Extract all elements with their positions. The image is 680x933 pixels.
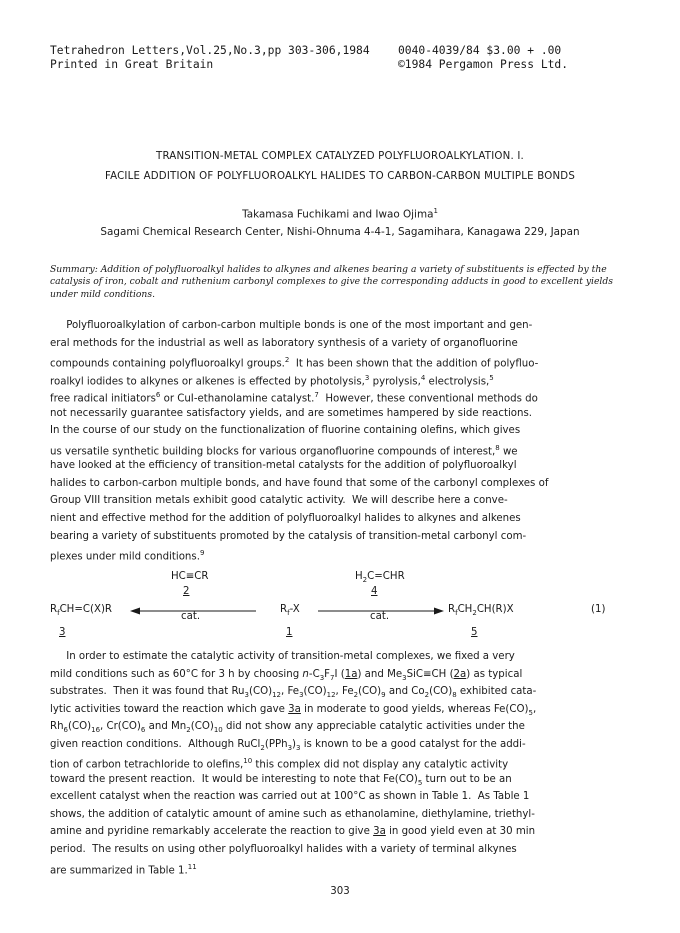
text-line: halides to carbon-carbon multiple bonds, and have found that some of the carbonyl complexes of [50,477,549,489]
text-line: period. The results on using other polyfluoroalkyl halides with a variety of terminal alkynes [50,844,517,856]
catalyst-right: cat. [370,611,390,622]
text-line: amine and pyridine remarkably accelerate the reaction to give 3a in good yield even at 30 min [50,826,536,838]
pr-sub1: f [455,609,458,618]
pr-r: R [448,604,456,615]
author-footnote-mark: 1 [433,207,438,215]
journal-citation: Tetrahedron Letters,Vol.25,No.3,pp 303-306,1984 [50,44,370,57]
pr-sub2: 2 [472,609,477,618]
summary [50,264,640,301]
alkene-h: H [355,571,363,582]
text-line: nient and effective method for the addition of polyfluoroalkyl halides to alkynes and alkenes [50,513,521,525]
text-line: free radical initiators$^6$ or CuI-ethanolamine catalyst.$^7$ However, these conventional methods do [50,391,538,405]
text-line: compounds containing polyfluoroalkyl groups.$^2$ It has been shown that the addition of polyfluo- [50,356,539,370]
center-x: -X [289,604,300,615]
product-alkyl-halide [448,604,514,617]
author-names-text: Takamasa Fuchikami and Iwao Ojima [242,208,434,221]
summary-label: Summary: [50,264,98,275]
text-line: eral methods for the industrial as well as laboratory synthesis of a variety of organofluorine [50,337,518,349]
text-line: not necessarily guarantee satisfactory yields, and are sometimes hampered by side reactions. [50,407,533,419]
text-line: toward the present reaction. It would be interesting to note that $Fe(CO)_5$ turn out to be an [50,773,512,787]
rf-sub: f [57,609,60,618]
text-line: $Rh_6(CO)_{16}$, $Cr(CO)_6$ and $Mn_2(CO)_{10}$ did not show any appreciable catalytic activities under the [50,721,525,735]
text-line: tion of carbon tetrachloride to olefins,$^{10}$ this complex did not display any catalytic activity [50,757,509,771]
text-line: us versatile synthetic building blocks for various organofluorine compounds of interest,$^8$ we [50,443,518,458]
pr-ch: CH [457,604,473,615]
alkene-rest: C=CHR [367,571,405,582]
issn-price: 0040-4039/84 $3.00 + .00 [398,44,562,57]
text-line: roalkyl iodides to alkynes or alkenes is effected by photolysis,$^3$ pyrolysis,$^4$ electrolysis,$^5$ [50,373,494,388]
alkene-number: 4 [371,586,378,597]
alkyne-number: 2 [183,586,190,597]
text-line: have looked at the efficiency of transition-metal catalysts for the addition of polyfluoroalkyl [50,460,517,472]
text-line: bearing a variety of substituents promoted by the catalysis of transition-metal carbonyl com- [50,530,527,542]
text-line: shows, the addition of catalytic amount of amine such as ethanolamine, diethylamine, triethyl- [50,808,535,820]
product-vinyl-halide [50,604,112,617]
copyright-notice: ©1984 Pergamon Press Ltd. [398,58,569,71]
center-number: 1 [286,627,293,638]
text-line: Polyfluoroalkylation of carbon-carbon multiple bonds is one of the most important and gen- [50,320,533,331]
printed-location: Printed in Great Britain [50,58,214,71]
product-left-rest: CH=C(X)R [59,604,112,615]
alkene-reagent [355,571,405,584]
pr-rest: CH(R)X [476,604,514,615]
text-line: In order to estimate the catalytic activity of transition-metal complexes, we fixed a very [50,651,515,662]
rf-r: R [50,604,58,615]
text-line: In the course of our study on the functionalization of fluorine containing olefins, which gives [50,425,521,437]
title-line-2: FACILE ADDITION OF POLYFLUOROALKYL HALIDES TO CARBON-CARBON MULTIPLE BONDS [104,171,575,182]
catalyst-left: cat. [181,611,201,622]
page-number: 303 [330,886,350,897]
text-line: Group VIII transition metals exhibit good catalytic activity. We will describe here a conve- [50,495,508,507]
equation-number: (1) [591,604,606,615]
text-line: substrates. Then it was found that $Ru_3(CO)_{12}$, $Fe_3(CO)_{12}$, $Fe_2(CO)_9$ and $Co_2(CO)_8$ exhibited cata- [50,686,537,700]
polyfluoroalkyl-halide [280,604,300,617]
text-line: plexes under mild conditions.$^9$ [50,549,205,563]
text-line: excellent catalyst when the reaction was carried out at 100°C as shown in Table 1. As Table 1 [50,791,530,803]
title-line-1: TRANSITION-METAL COMPLEX CATALYZED POLYFLUOROALKYLATION. I. [156,151,524,162]
product-right-number: 5 [471,627,478,638]
text-line: given reaction conditions. Although $RuCl_2(PPh_3)_3$ is known to be a good catalyst for the addi- [50,738,526,752]
affiliation: Sagami Chemical Research Center, Nishi-Ohnuma 4-4-1, Sagamihara, Kanagawa 229, Japan [100,226,580,238]
center-sub: f [287,609,290,618]
center-r: R [280,604,288,615]
alkyne-reagent: HC≡CR [171,571,209,582]
author-names [0,207,680,220]
text-line: lytic activities toward the reaction which gave 3a in moderate to good yields, whereas $Fe(CO)_5$, [50,703,537,717]
text-line: mild conditions such as 60°C for 3 h by choosing $n-C_3F_7I$ (1a) and $Me_3SiC\equiv CH$ (2a) as typical [50,668,523,682]
summary-text: Addition of polyfluoroalkyl halides to alkynes and alkenes bearing a variety of substituents is effected by the catalysis of iron, cobalt and ruthenium carbonyl complexes to give the corresponding adducts in good to excellent yields under mild conditions. [50,264,613,300]
text-line: are summarized in Table 1.11 [50,862,197,876]
results-paragraph [50,648,536,876]
intro-paragraph [50,317,548,563]
alkene-sub: 2 [362,576,368,585]
product-left-number: 3 [59,627,66,638]
